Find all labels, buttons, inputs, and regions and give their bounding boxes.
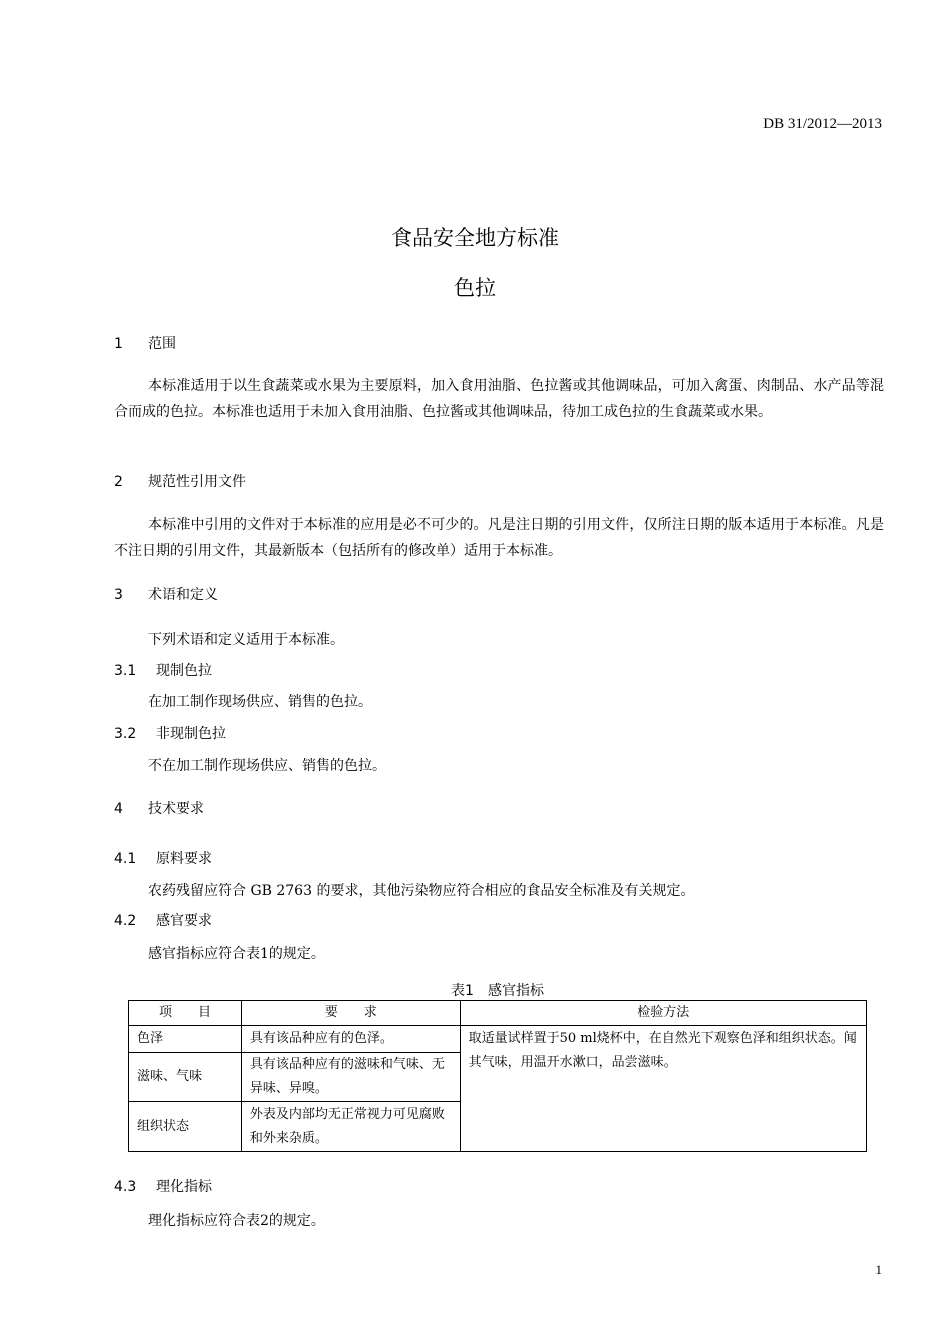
section-2-heading <box>114 471 246 491</box>
section-title: 术语和定义 <box>148 587 218 603</box>
section-4-1-heading <box>114 848 212 868</box>
section-1-heading <box>114 333 176 353</box>
item-cell: 组织状态 <box>129 1102 242 1152</box>
section-number: 3.1 <box>114 663 137 679</box>
section-number: 4 <box>114 801 123 817</box>
requirement-cell: 具有该品种应有的滋味和气味、无异味、异嗅。 <box>241 1053 460 1102</box>
section-3-1-paragraph: 在加工制作现场供应、销售的色拉。 <box>148 694 372 710</box>
item-cell: 滋味、气味 <box>129 1053 242 1102</box>
section-4-3-paragraph: 理化指标应符合表2的规定。 <box>148 1213 325 1229</box>
requirement-cell: 外表及内部均无正常视力可见腐败和外来杂质。 <box>241 1102 460 1152</box>
sensory-table <box>128 1000 867 1152</box>
section-4-3-heading <box>114 1176 212 1196</box>
document-title: 食品安全地方标准 <box>391 226 559 250</box>
table-1-caption: 表1 感官指标 <box>451 983 544 999</box>
section-3-paragraph: 下列术语和定义适用于本标准。 <box>148 632 344 648</box>
item-cell: 色泽 <box>129 1026 242 1053</box>
section-title: 规范性引用文件 <box>148 474 246 490</box>
section-title: 非现制色拉 <box>156 726 226 742</box>
page-number: 1 <box>875 1262 882 1277</box>
section-number: 4.2 <box>114 913 137 929</box>
table-header-row <box>129 1001 867 1026</box>
section-title: 现制色拉 <box>156 663 212 679</box>
section-number: 4.1 <box>114 851 137 867</box>
table-row <box>129 1026 867 1053</box>
section-1-paragraph: 本标准适用于以生食蔬菜或水果为主要原料，加入食用油脂、色拉酱或其他调味品，可加入禽蛋、肉制品、水产品等混合而成的色拉。本标准也适用于未加入食用油脂、色拉酱或其他调味品，待加工成色拉的生食蔬菜或水果。 <box>114 378 884 420</box>
section-3-heading <box>114 584 218 604</box>
section-4-2-paragraph: 感官指标应符合表1的规定。 <box>148 946 325 962</box>
section-4-1-paragraph: 农药残留应符合 GB 2763 的要求，其他污染物应符合相应的食品安全标准及有关规定。 <box>148 883 695 899</box>
section-number: 1 <box>114 336 123 352</box>
header-method: 检验方法 <box>460 1001 866 1026</box>
section-number: 4.3 <box>114 1179 137 1195</box>
header-requirement: 要 求 <box>241 1001 460 1026</box>
section-2-paragraph: 本标准中引用的文件对于本标准的应用是必不可少的。凡是注日期的引用文件，仅所注日期的版本适用于本标准。凡是不注日期的引用文件，其最新版本（包括所有的修改单）适用于本标准。 <box>114 517 884 559</box>
section-number: 2 <box>114 474 123 490</box>
section-3-1-heading <box>114 660 212 680</box>
section-title: 感官要求 <box>156 913 212 929</box>
standard-code: DB 31/2012—2013 <box>763 116 882 132</box>
requirement-cell: 具有该品种应有的色泽。 <box>241 1026 460 1053</box>
section-title: 技术要求 <box>148 801 204 817</box>
section-title: 理化指标 <box>156 1179 212 1195</box>
section-title: 范围 <box>148 336 176 352</box>
section-3-2-paragraph: 不在加工制作现场供应、销售的色拉。 <box>148 758 386 774</box>
section-number: 3 <box>114 587 123 603</box>
section-4-heading <box>114 798 204 818</box>
document-subtitle: 色拉 <box>454 276 496 300</box>
header-item: 项 目 <box>129 1001 242 1026</box>
section-title: 原料要求 <box>156 851 212 867</box>
method-cell: 取适量试样置于50 ml烧杯中，在自然光下观察色泽和组织状态。闻其气味，用温开水漱口，品尝滋味。 <box>460 1026 866 1152</box>
section-number: 3.2 <box>114 726 137 742</box>
section-3-2-heading <box>114 723 226 743</box>
section-4-2-heading <box>114 910 212 930</box>
